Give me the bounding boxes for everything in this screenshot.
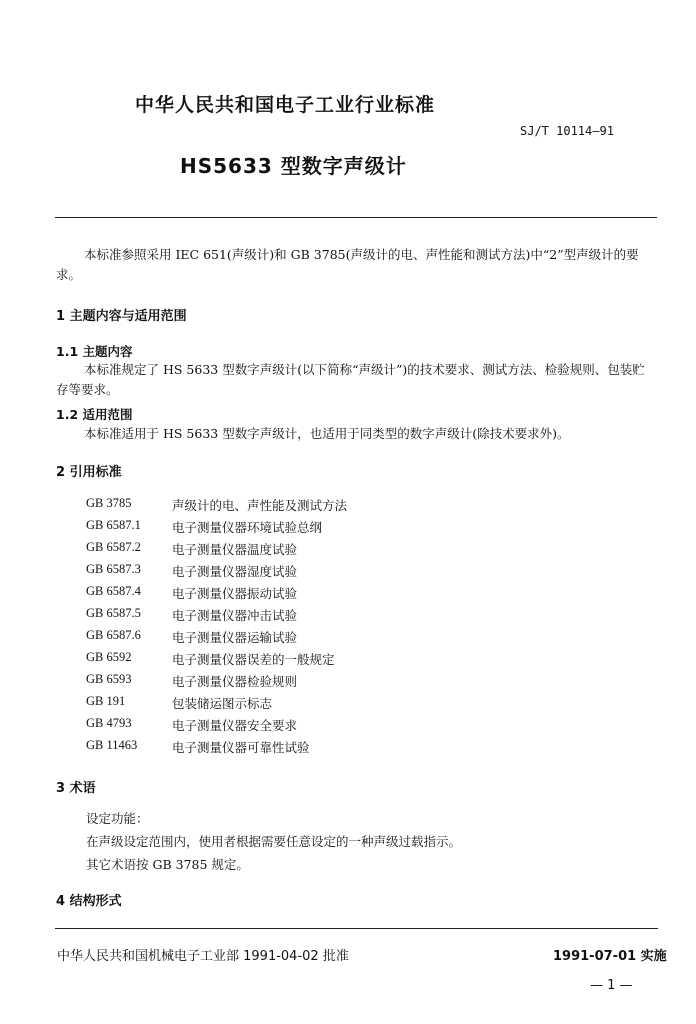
section-1-2-text: 本标准适用于 HS 5633 型数字声级计，也适用于同类型的数字声级计(除技术要求外)。 xyxy=(84,426,570,441)
section-1-1-text: 本标准规定了 HS 5633 型数字声级计(以下简称“声级计”)的技术要求、测试方法、检验规则、包装贮存等要求。 xyxy=(56,362,645,397)
reference-code: GB 6587.3 xyxy=(86,562,141,576)
reference-item xyxy=(86,496,347,518)
reference-item xyxy=(86,672,347,694)
reference-title: 电子测量仪器冲击试验 xyxy=(172,608,298,623)
document-title: HS5633 型数字声级计 xyxy=(180,154,407,178)
reference-title: 电子测量仪器湿度试验 xyxy=(172,564,298,579)
reference-title: 声级计的电、声性能及测试方法 xyxy=(172,498,348,513)
reference-item xyxy=(86,518,347,540)
page-number: — 1 — xyxy=(590,978,633,993)
standard-org-header: 中华人民共和国电子工业行业标准 xyxy=(135,94,436,116)
reference-title: 电子测量仪器可靠性试验 xyxy=(172,740,310,755)
reference-list xyxy=(86,496,347,760)
intro-paragraph: 本标准参照采用 IEC 651(声级计)和 GB 3785(声级计的电、声性能和测试方法)中“2”型声级计的要求。 xyxy=(56,247,639,282)
reference-title: 包装储运图示标志 xyxy=(172,696,273,711)
reference-item xyxy=(86,650,347,672)
section-1-heading: 1 主题内容与适用范围 xyxy=(56,309,187,324)
footer-divider xyxy=(55,928,658,929)
term-definition: 在声级设定范围内，使用者根据需要任意设定的一种声级过载指示。 xyxy=(86,834,462,849)
reference-title: 电子测量仪器安全要求 xyxy=(172,718,298,733)
reference-item xyxy=(86,716,347,738)
reference-item xyxy=(86,694,347,716)
section-4-heading: 4 结构形式 xyxy=(56,894,122,909)
reference-item xyxy=(86,540,347,562)
reference-title: 电子测量仪器温度试验 xyxy=(172,542,298,557)
reference-code: GB 6592 xyxy=(86,650,132,664)
reference-code: GB 6587.6 xyxy=(86,628,141,642)
reference-item xyxy=(86,584,347,606)
section-1-1-heading: 1.1 主题内容 xyxy=(56,344,133,359)
reference-code: GB 6587.5 xyxy=(86,606,141,620)
reference-code: GB 191 xyxy=(86,694,126,708)
reference-title: 电子测量仪器检验规则 xyxy=(172,674,298,689)
reference-item xyxy=(86,628,347,650)
reference-code: GB 6587.2 xyxy=(86,540,141,554)
header-divider xyxy=(55,217,657,218)
reference-code: GB 3785 xyxy=(86,496,132,510)
section-1-2-heading: 1.2 适用范围 xyxy=(56,407,133,422)
reference-item xyxy=(86,562,347,584)
other-terms-note: 其它术语按 GB 3785 规定。 xyxy=(86,857,249,872)
section-2-heading: 2 引用标准 xyxy=(56,465,122,480)
reference-item xyxy=(86,606,347,628)
reference-title: 电子测量仪器环境试验总纲 xyxy=(172,520,323,535)
reference-title: 电子测量仪器运输试验 xyxy=(172,630,298,645)
term-name: 设定功能： xyxy=(86,811,149,826)
reference-title: 电子测量仪器误差的一般规定 xyxy=(172,652,335,667)
approval-info: 中华人民共和国机械电子工业部 1991-04-02 批准 xyxy=(57,949,349,964)
standard-number: SJ/T 10114—91 xyxy=(520,124,614,138)
reference-code: GB 11463 xyxy=(86,738,138,752)
reference-title: 电子测量仪器振动试验 xyxy=(172,586,298,601)
reference-code: GB 6587.4 xyxy=(86,584,141,598)
effective-date: 1991-07-01 实施 xyxy=(553,949,667,964)
section-3-heading: 3 术语 xyxy=(56,781,96,796)
reference-item xyxy=(86,738,347,760)
reference-code: GB 6587.1 xyxy=(86,518,141,532)
reference-code: GB 4793 xyxy=(86,716,132,730)
reference-code: GB 6593 xyxy=(86,672,132,686)
